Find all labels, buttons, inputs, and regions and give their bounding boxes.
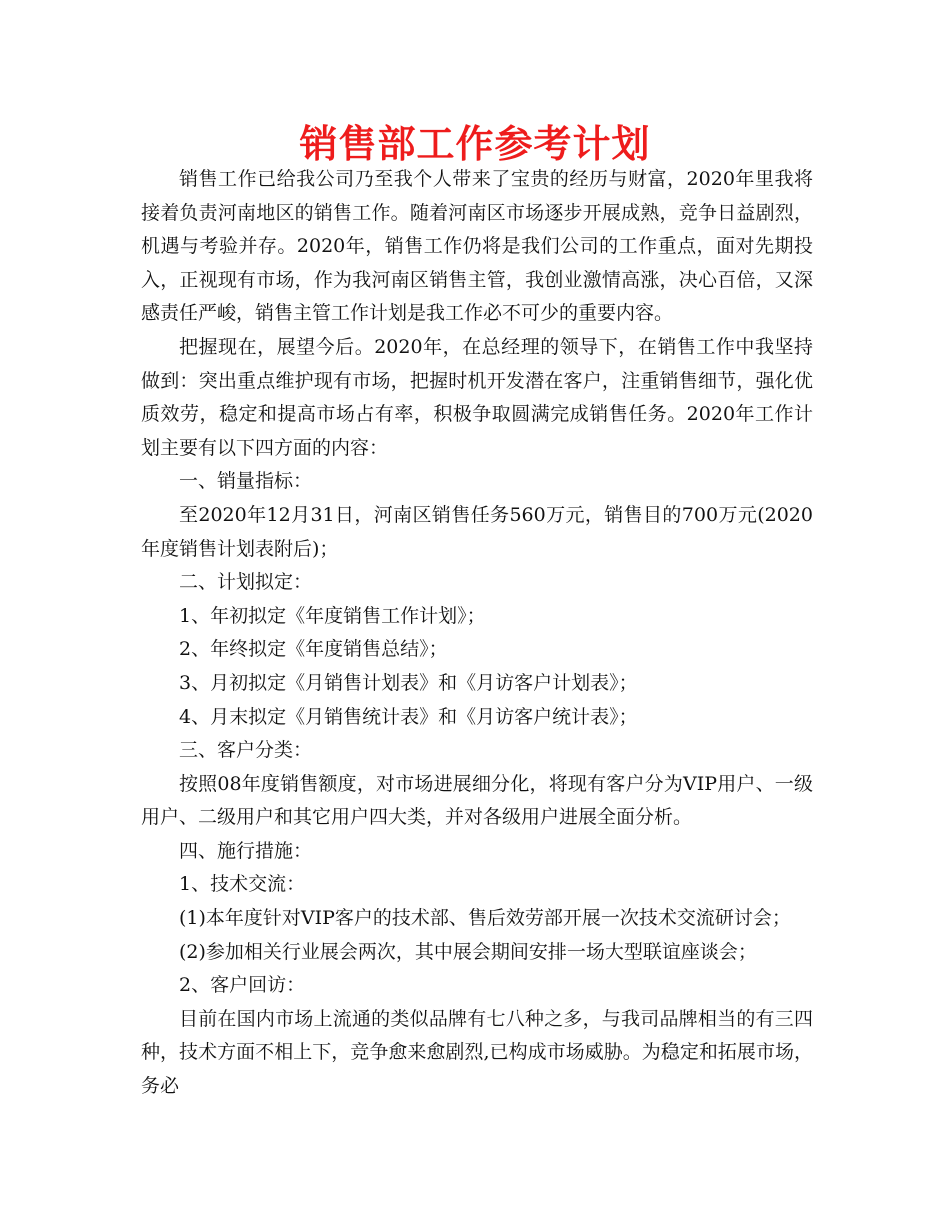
list-item: (2)参加相关行业展会两次，其中展会期间安排一场大型联谊座谈会； <box>179 940 757 963</box>
section-heading-measures: 四、施行措施： <box>179 839 313 862</box>
section-heading-customers: 三、客户分类： <box>179 739 313 762</box>
subheading-customer-visit: 2、客户回访： <box>179 974 306 997</box>
section-heading-plan: 二、计划拟定： <box>179 571 313 594</box>
paragraph-market: 目前在国内市场上流通的类似品牌有七八种之多，与我司品牌相当的有三四种，技术方面不相上下，竞争愈来愈剧烈,已构成市场威胁。为稳定和拓展市场，务必 <box>141 1007 813 1098</box>
paragraph-sales-target: 至2020年12月31日，河南区销售任务560万元，销售目的700万元(2020年度销售计划表附后)； <box>141 503 813 560</box>
list-item: 1、年初拟定《年度销售工作计划》； <box>179 604 486 627</box>
section-heading-sales-target: 一、销量指标： <box>179 470 313 493</box>
list-item: 3、月初拟定《月销售计划表》和《月访客户计划表》； <box>179 671 638 694</box>
list-item: 2、年终拟定《年度销售总结》； <box>179 638 448 661</box>
list-item: 4、月末拟定《月销售统计表》和《月访客户统计表》； <box>179 705 638 728</box>
document-body <box>141 163 813 1104</box>
list-item: (1)本年度针对VIP客户的技术部、售后效劳部开展一次技术交流研讨会； <box>179 907 791 930</box>
subheading-tech-exchange: 1、技术交流： <box>179 873 306 896</box>
paragraph-intro: 销售工作已给我公司乃至我个人带来了宝贵的经历与财富，2020年里我将接着负责河南地区的销售工作。随着河南区市场逐步开展成熟，竞争日益剧烈，机遇与考验并存。2020年，销售工作仍将是我们公司的工作重点，面对先期投入，正视现有市场，作为我河南区销售主管，我创业激情高涨，决心百倍，又深感责任严峻，销售主管工作计划是我工作必不可少的重要内容。 <box>141 168 813 325</box>
paragraph-customers: 按照08年度销售额度，对市场进展细分化，将现有客户分为VIP用户、一级用户、二级用户和其它用户四大类，并对各级用户进展全面分析。 <box>141 772 813 829</box>
paragraph-outlook: 把握现在，展望今后。2020年，在总经理的领导下，在销售工作中我坚持做到：突出重点维护现有市场，把握时机开发潜在客户，注重销售细节，强化优质效劳，稳定和提高市场占有率，积极争取圆满完成销售任务。2020年工作计划主要有以下四方面的内容： <box>141 335 813 459</box>
document-title: 销售部工作参考计划 <box>299 122 651 166</box>
